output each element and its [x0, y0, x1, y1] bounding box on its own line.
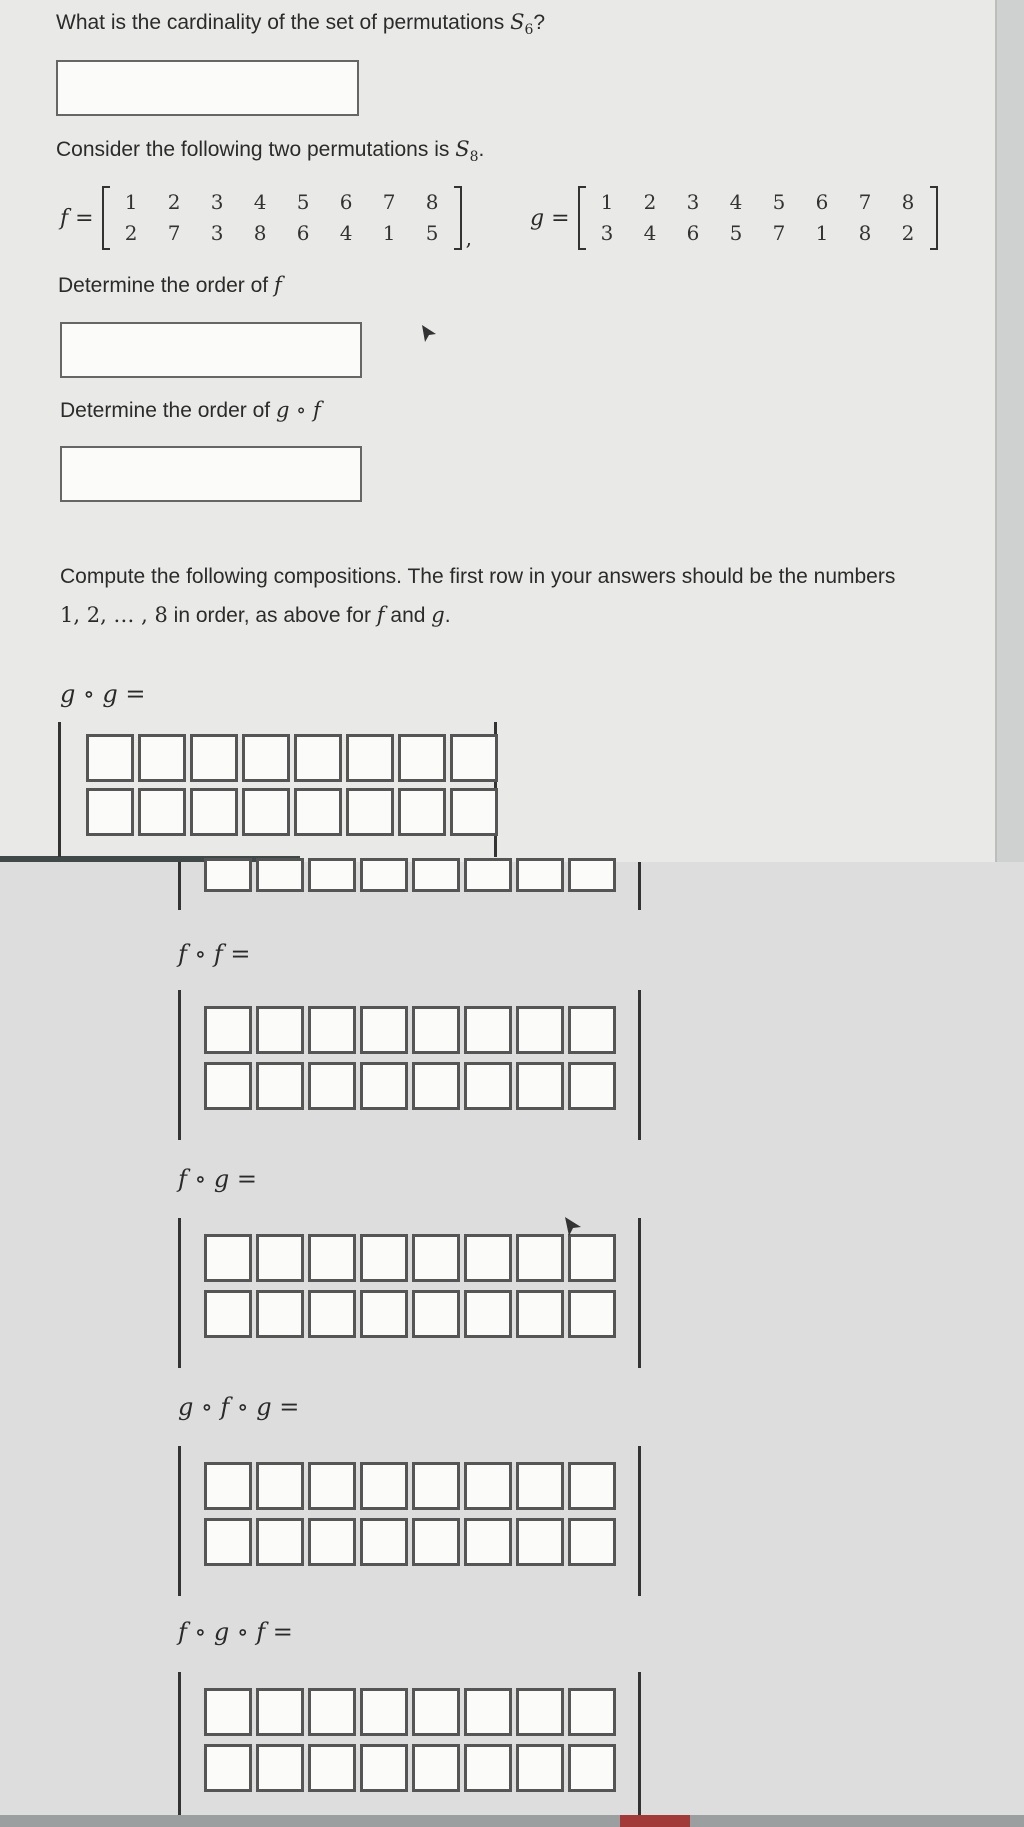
grid-row-top [204, 1234, 620, 1282]
grid-cell[interactable] [516, 1234, 564, 1282]
answer-grid-f-compose-f [178, 990, 648, 1140]
question-compositions-line2: 1, 2, … , 8 in order, as above for f and g. [60, 603, 451, 627]
order-f-answer-input[interactable] [60, 322, 362, 378]
grid-cell[interactable] [308, 1462, 356, 1510]
right-bracket [930, 186, 938, 250]
grid-cell[interactable] [360, 1062, 408, 1110]
grid-cell[interactable] [568, 1006, 616, 1054]
grid-cell[interactable] [464, 1234, 512, 1282]
grid-cell[interactable] [464, 1744, 512, 1792]
grid-cell[interactable] [464, 1462, 512, 1510]
label-g-compose-g: g ∘ g = [60, 680, 146, 708]
question-compositions: Compute the following compositions. The first row in your answers should be the numbers 1, 2, … , 8 in order, as above for f and g. [60, 565, 896, 627]
grid-cell[interactable] [256, 1006, 304, 1054]
grid-cell[interactable] [412, 1234, 460, 1282]
grid-cell[interactable] [464, 1006, 512, 1054]
right-bracket [454, 186, 462, 250]
permutation-f-matrix [110, 187, 454, 249]
grid-cell[interactable] [360, 1006, 408, 1054]
grid-cell[interactable] [256, 1290, 304, 1338]
grid-cell[interactable] [360, 1688, 408, 1736]
grid-cell[interactable] [516, 1744, 564, 1792]
grid-cell[interactable] [294, 734, 342, 782]
permutation-f-bottom-row: 2 7 3 8 6 4 1 5 [124, 221, 439, 245]
grid-cell[interactable] [516, 1688, 564, 1736]
grid-cell[interactable] [86, 734, 134, 782]
permutation-f-top-row: 1 2 3 4 5 6 7 8 [124, 190, 439, 214]
question-order-gf: Determine the order of g ∘ f [60, 398, 321, 422]
grid-cell[interactable] [464, 1062, 512, 1110]
grid-cell[interactable] [86, 788, 134, 836]
grid-right-bar [638, 1218, 641, 1368]
grid-left-bar [58, 722, 61, 857]
grid-cell[interactable] [242, 788, 290, 836]
grid-left-bar [178, 1218, 181, 1368]
grid-cell[interactable] [204, 858, 252, 892]
permutation-g: g = 1 2 3 4 5 6 7 8 3 4 6 5 7 1 8 2 [530, 186, 938, 250]
cardinality-answer-input[interactable] [56, 60, 359, 116]
grid-cell[interactable] [464, 858, 512, 892]
grid-row-bottom [204, 1290, 620, 1338]
grid-cell[interactable] [464, 1290, 512, 1338]
grid-cell[interactable] [516, 1462, 564, 1510]
grid-right-bar [638, 1672, 641, 1815]
grid-right-bar [638, 990, 641, 1140]
grid-cell[interactable] [256, 1688, 304, 1736]
grid-cell[interactable] [360, 1744, 408, 1792]
grid-row-top [204, 1006, 620, 1054]
grid-cell[interactable] [204, 1688, 252, 1736]
grid-cell[interactable] [412, 1688, 460, 1736]
answer-grid-g-compose-f-compose-g [178, 1446, 648, 1596]
grid-cell[interactable] [204, 1518, 252, 1566]
grid-cell[interactable] [412, 1290, 460, 1338]
left-bracket [102, 186, 110, 250]
grid-cell[interactable] [190, 788, 238, 836]
mouse-pointer-icon [563, 1215, 583, 1239]
grid-cell[interactable] [256, 858, 304, 892]
grid-right-bar [638, 862, 641, 910]
grid-cell[interactable] [256, 1062, 304, 1110]
grid-cell[interactable] [568, 1518, 616, 1566]
grid-cell[interactable] [360, 858, 408, 892]
permutation-f: f = 1 2 3 4 5 6 7 8 2 7 3 8 6 4 1 5 , [60, 186, 472, 250]
left-bracket [578, 186, 586, 250]
grid-cell[interactable] [360, 1234, 408, 1282]
label-f-compose-g: f ∘ g = [178, 1165, 258, 1193]
grid-cell[interactable] [256, 1234, 304, 1282]
permutation-g-top-row: 1 2 3 4 5 6 7 8 [600, 190, 915, 214]
taskbar-highlight [620, 1815, 690, 1827]
grid-cell[interactable] [204, 1744, 252, 1792]
answer-grid-g-compose-g [58, 722, 508, 857]
grid-cell[interactable] [516, 1062, 564, 1110]
grid-left-bar [178, 862, 181, 910]
grid-cell[interactable] [464, 1518, 512, 1566]
grid-cell[interactable] [204, 1234, 252, 1282]
answer-grid-f-compose-g [178, 1218, 648, 1368]
grid-cell[interactable] [308, 1290, 356, 1338]
grid-cell[interactable] [308, 1688, 356, 1736]
grid-cell[interactable] [138, 788, 186, 836]
grid-cell[interactable] [138, 734, 186, 782]
grid-cell[interactable] [516, 858, 564, 892]
answer-grid-continuation [178, 862, 648, 912]
grid-cell[interactable] [412, 1518, 460, 1566]
question-order-f: Determine the order of f [58, 273, 282, 297]
grid-cell[interactable] [412, 1006, 460, 1054]
grid-cell[interactable] [568, 1062, 616, 1110]
grid-row-bottom [86, 788, 502, 836]
grid-left-bar [178, 990, 181, 1140]
grid-cell[interactable] [450, 734, 498, 782]
grid-row-top [204, 1688, 620, 1736]
grid-left-bar [178, 1446, 181, 1596]
grid-cell[interactable] [308, 1744, 356, 1792]
grid-cell[interactable] [256, 1518, 304, 1566]
mouse-pointer-icon [420, 323, 438, 345]
grid-row-bottom [204, 1518, 620, 1566]
grid-cell[interactable] [568, 1290, 616, 1338]
grid-cell[interactable] [346, 788, 394, 836]
grid-cell[interactable] [346, 734, 394, 782]
grid-cell[interactable] [568, 858, 616, 892]
grid-cell[interactable] [516, 1518, 564, 1566]
permutation-g-matrix [586, 187, 930, 249]
grid-cell[interactable] [242, 734, 290, 782]
order-gf-answer-input[interactable] [60, 446, 362, 502]
grid-row-bottom [204, 1744, 620, 1792]
grid-cell[interactable] [516, 1290, 564, 1338]
label-f-compose-g-compose-f: f ∘ g ∘ f = [178, 1618, 293, 1646]
grid-cell[interactable] [308, 1006, 356, 1054]
grid-cell[interactable] [568, 1744, 616, 1792]
grid-cell[interactable] [204, 1290, 252, 1338]
grid-cell[interactable] [204, 1006, 252, 1054]
grid-row-top [204, 1462, 620, 1510]
grid-cell[interactable] [412, 1462, 460, 1510]
grid-cell[interactable] [450, 788, 498, 836]
grid-cell[interactable] [360, 1518, 408, 1566]
grid-cell[interactable] [308, 1062, 356, 1110]
grid-cell[interactable] [308, 1518, 356, 1566]
grid-row-bottom [204, 1062, 620, 1110]
grid-cell[interactable] [190, 734, 238, 782]
grid-right-bar [638, 1446, 641, 1596]
grid-cell[interactable] [568, 1234, 616, 1282]
grid-cell[interactable] [568, 1462, 616, 1510]
grid-row-top [86, 734, 502, 782]
grid-cell[interactable] [360, 1290, 408, 1338]
grid-cell[interactable] [294, 788, 342, 836]
grid-cell[interactable] [360, 1462, 408, 1510]
grid-cell[interactable] [412, 1744, 460, 1792]
grid-cell[interactable] [516, 1006, 564, 1054]
grid-cell[interactable] [204, 1062, 252, 1110]
question-permutations: Consider the following two permutations is $S_8$. [56, 137, 485, 166]
label-g-compose-f-compose-g: g ∘ f ∘ g = [178, 1393, 300, 1421]
grid-cell[interactable] [256, 1462, 304, 1510]
grid-left-bar [178, 1672, 181, 1815]
question-cardinality: What is the cardinality of the set of permutations $S_6$? [56, 10, 546, 39]
grid-cell[interactable] [308, 1234, 356, 1282]
grid-cell[interactable] [412, 858, 460, 892]
grid-cell[interactable] [398, 734, 446, 782]
label-f-compose-f: f ∘ f = [178, 940, 251, 968]
grid-cell[interactable] [568, 1688, 616, 1736]
grid-cell[interactable] [464, 1688, 512, 1736]
permutation-g-bottom-row: 3 4 6 5 7 1 8 2 [600, 221, 915, 245]
grid-cell[interactable] [412, 1062, 460, 1110]
grid-cell[interactable] [398, 788, 446, 836]
grid-row-partial [204, 858, 620, 892]
grid-cell[interactable] [308, 858, 356, 892]
taskbar-strip [0, 1815, 1024, 1827]
answer-grid-f-compose-g-compose-f [178, 1672, 648, 1815]
grid-cell[interactable] [256, 1744, 304, 1792]
grid-cell[interactable] [204, 1462, 252, 1510]
